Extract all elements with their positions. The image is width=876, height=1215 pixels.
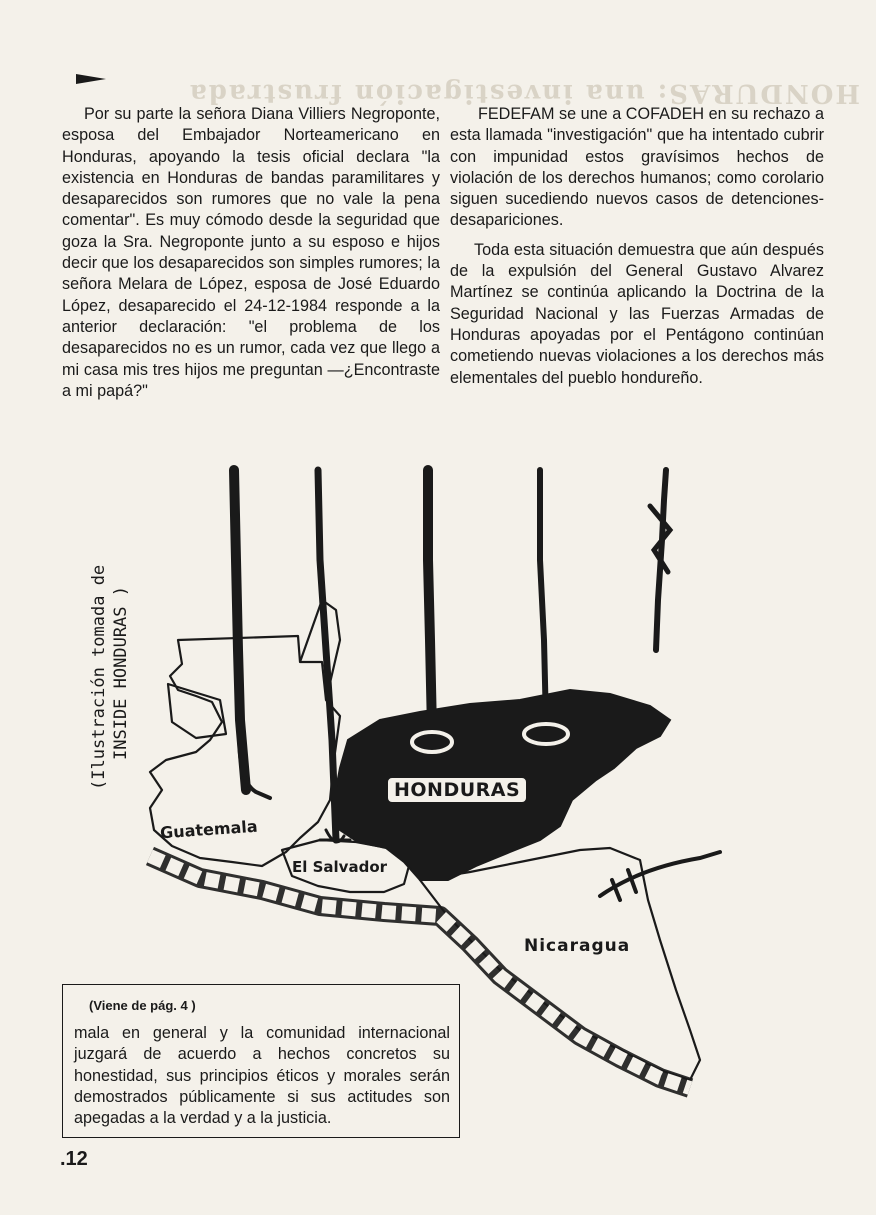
left-paragraph: Por su parte la señora Diana Villiers Negroponte, esposa del Embajador Norteamericano en Honduras, apoyando la tesis oficial declara "la existencia en Honduras de bandas paramilitares y desaparecidos son rumores que no vale la pena comentar". Es muy cómodo desde la seguridad que goza la Sra. Negroponte junto a su esposo e hijos decir que los desaparecidos son simples rumores; la señora Melara de López, esposa de José Eduardo López, desaparecido el 24-12-1984 responde a la anterior declaración: "el problema de los desaparecidos no es un rumor, cada vez que llego a mi casa mis tres hijos me preguntan —¿Encontraste a mi papá?": [62, 105, 440, 400]
label-guatemala: Guatemala: [159, 816, 259, 843]
right-paragraph-2: Toda esta situación demuestra que aún después de la expulsión del General Gustavo Alvarez Martínez se continúa aplicando la Doctrina de la Seguridad Nacional y las Fuerzas Armadas de Honduras apoyadas por el Pentágono continúan cometiendo nuevas violaciones a los derechos más elementales del pueblo hondureño.: [450, 240, 824, 387]
rope-4: [540, 470, 546, 724]
label-nicaragua: Nicaragua: [524, 936, 631, 956]
illustration-caption: [88, 565, 132, 790]
label-el-salvador: El Salvador: [292, 858, 388, 876]
note-heading: (Viene de pág. 4 ): [89, 998, 196, 1013]
right-paragraph-1: FEDEFAM se une a COFADEH en su rechazo a esta llamada "investigación" que ha intentado cubrir con impunidad estos gravísimos hechos de violación de los derechos humanos; como corolario siguen sucediendo nuevos casos de detenciones-desapariciones.: [450, 105, 824, 230]
label-honduras: HONDURAS: [386, 776, 528, 804]
caption-line-1: (Ilustración tomada de: [89, 564, 109, 790]
rope-3: [428, 470, 432, 730]
rope-2: [318, 470, 336, 840]
continued-note-box: [62, 984, 460, 1138]
caption-line-2: INSIDE HONDURAS ): [111, 586, 131, 760]
nicaragua-outline: [420, 848, 700, 1080]
loose-rope: [600, 852, 720, 900]
show-through-header: HONDURAS: una investigación frustrada: [187, 78, 860, 108]
yucatan-outline: [300, 600, 340, 700]
page-number: .12: [60, 1148, 88, 1170]
note-text: mala en general y la comunidad internacional juzgará de acuerdo a hechos concretos su honestidad, sus principios éticos y morales serán demostrados públicamente si sus actitudes son apegadas a la verdad y a la justicia.: [74, 1024, 450, 1128]
